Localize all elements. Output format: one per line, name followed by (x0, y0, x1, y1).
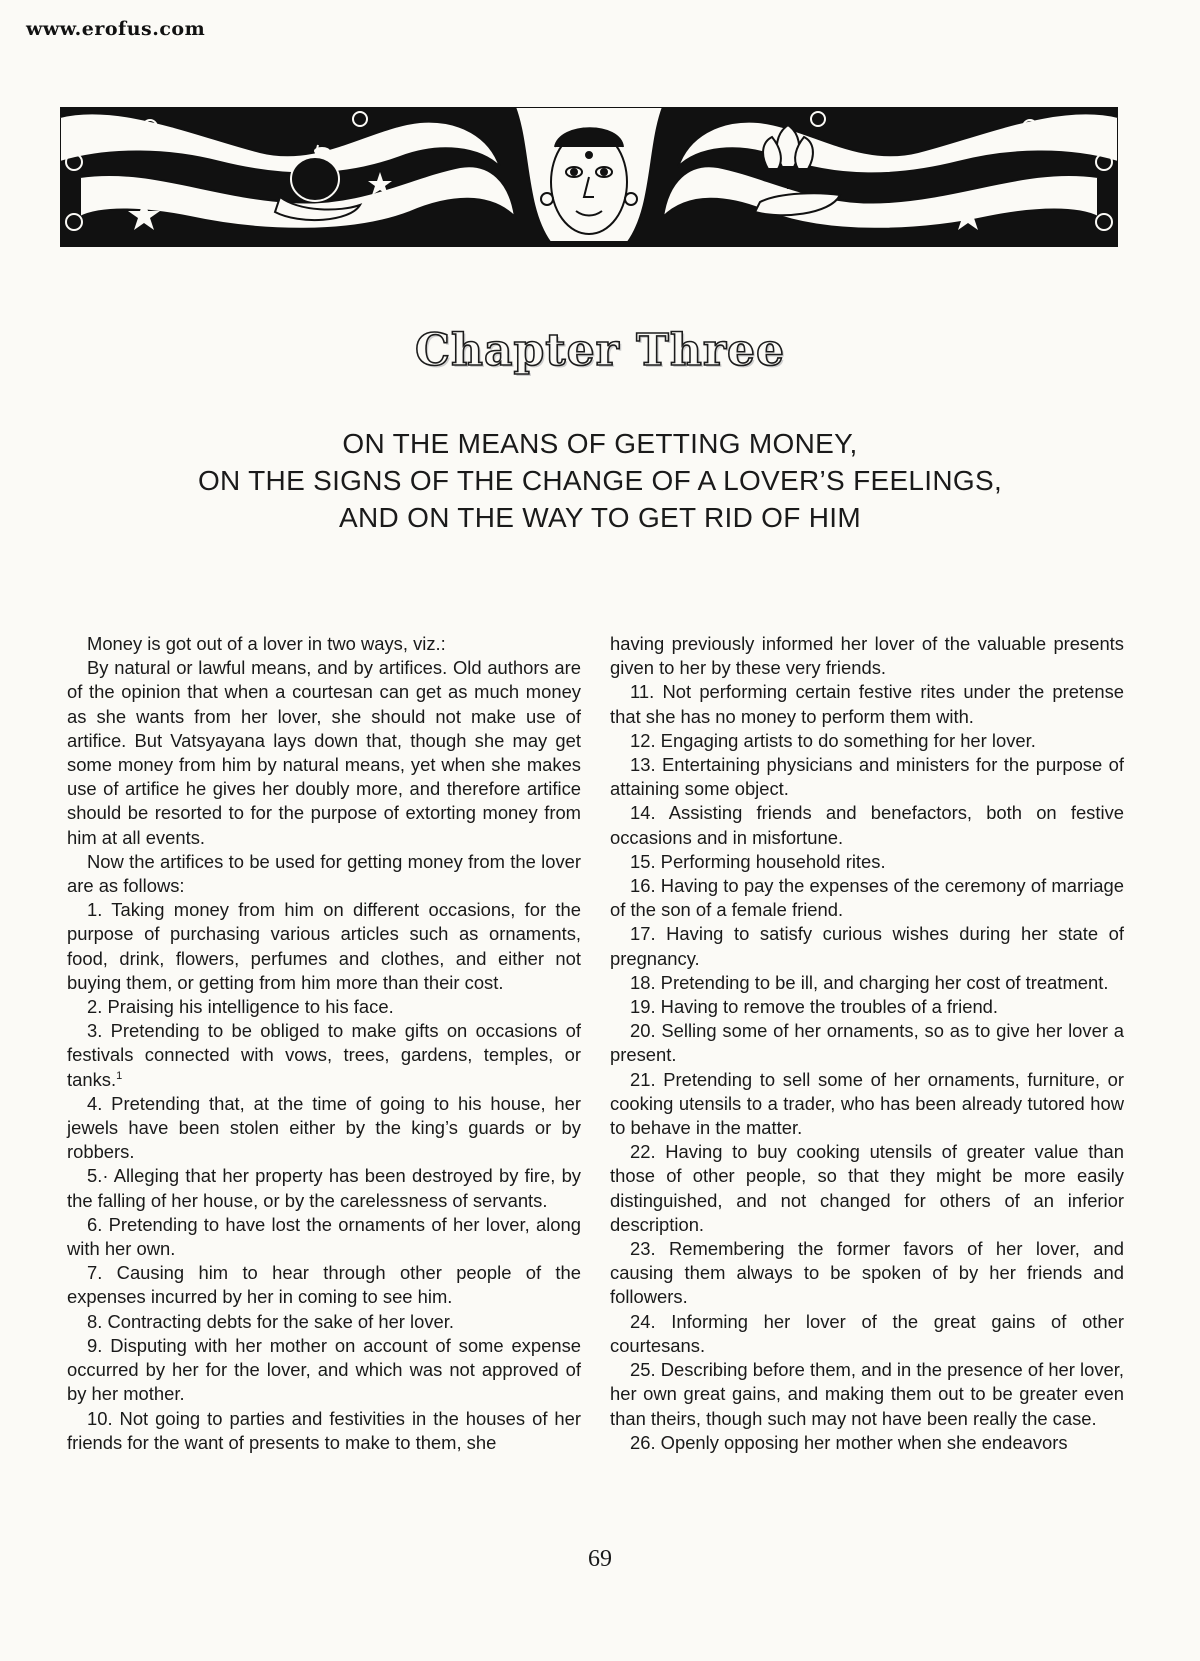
list-item: 7. Causing him to hear through other people of the expenses incurred by her in coming to see him. (67, 1262, 581, 1308)
page-number: 69 (588, 1546, 612, 1572)
list-item: 20. Selling some of her ornaments, so as to give her lover a present. (610, 1020, 1124, 1066)
list-item: 14. Assisting friends and benefactors, both on festive occasions and in misfortune. (610, 802, 1124, 848)
list-item: 5.· Alleging that her property has been destroyed by fire, by the falling of her house, or by the carelessness of servants. (67, 1165, 581, 1211)
subtitle-line: ON THE MEANS OF GETTING MONEY, (342, 428, 858, 459)
left-text-column (67, 632, 581, 1455)
subtitle-line: AND ON THE WAY TO GET RID OF HIM (339, 502, 861, 533)
list-item: 24. Informing her lover of the great gains of other courtesans. (610, 1310, 1124, 1356)
list-item: 21. Pretending to sell some of her ornaments, furniture, or cooking utensils to a trader, who has been already tutored how to behave in the matter. (610, 1068, 1124, 1139)
list-item: 22. Having to buy cooking utensils of greater value than those of other people, so that they might be more easily distinguished, and not changed for others of an inferior description. (610, 1141, 1124, 1235)
list-item: 4. Pretending that, at the time of going to his house, her jewels have been stolen either by the king’s guards or by robbers. (67, 1092, 581, 1163)
list-item: 13. Entertaining physicians and ministers for the purpose of attaining some object. (610, 754, 1124, 800)
list-item: 23. Remembering the former favors of her lover, and causing them always to be spoken of by her friends and followers. (610, 1238, 1124, 1308)
paragraph: Money is got out of a lover in two ways, viz.: (87, 633, 446, 654)
list-item: 1. Taking money from him on different occasions, for the purpose of purchasing various articles such as ornaments, food, drink, flowers, perfumes and clothes, and either not buying them, or getting from him more than their cost. (67, 899, 581, 993)
list-item: 11. Not performing certain festive rites under the pretense that she has no money to perform them with. (610, 681, 1124, 727)
list-item: 8. Contracting debts for the sake of her lover. (87, 1310, 454, 1332)
paragraph: Now the artifices to be used for getting money from the lover are as follows: (67, 850, 581, 897)
list-item: 19. Having to remove the troubles of a friend. (630, 996, 999, 1018)
list-item: 6. Pretending to have lost the ornaments of her lover, along with her own. (67, 1213, 581, 1260)
footnote-marker: 1 (116, 1069, 123, 1082)
paragraph: having previously informed her lover of the valuable presents given to her by these very friends. (610, 633, 1124, 679)
list-item-text: 3. Pretending to be obliged to make gifts on occasions of festivals connected with vows, trees, gardens, temples, or tanks. (67, 1020, 581, 1090)
list-item: 2. Praising his intelligence to his face. (87, 996, 394, 1018)
list-item: 9. Disputing with her mother on account of some expense occurred by her for the lover, and which was not approved of by her mother. (67, 1334, 581, 1405)
list-item: 12. Engaging artists to do something for her lover. (630, 729, 1036, 751)
subtitle-line: ON THE SIGNS OF THE CHANGE OF A LOVER’S FEELINGS, (197, 465, 1003, 496)
list-item (67, 1019, 581, 1092)
list-item: 26. Openly opposing her mother when she endeavors (630, 1431, 1068, 1453)
watermark: www.erofus.com (26, 18, 206, 40)
list-item: 15. Performing household rites. (630, 850, 886, 872)
list-item: 16. Having to pay the expenses of the ceremony of marriage of the son of a female friend. (610, 875, 1124, 921)
list-item: 25. Describing before them, and in the presence of her lover, her own great gains, and making them out to be greater even than theirs, though such may not have been really the case. (610, 1359, 1124, 1429)
ornamental-banner (60, 107, 1118, 247)
paragraph: By natural or lawful means, and by artifices. Old authors are of the opinion that when a courtesan can get as much money as she wants from her lover, she should not make use of artifice. But Vatsyayana lays down that, though she may get some money from him by natural means, yet when she makes use of artifice he gives her doubly more, and therefore artifice should be resorted to for the purpose of extorting money from him at all events. (67, 657, 581, 848)
right-text-column (610, 632, 1124, 1455)
chapter-subtitle (0, 425, 1200, 536)
list-item: 18. Pretending to be ill, and charging her cost of treatment. (630, 971, 1109, 993)
chapter-title: Chapter Three (414, 325, 785, 376)
list-item: 17. Having to satisfy curious wishes during her state of pregnancy. (610, 923, 1124, 969)
list-item: 10. Not going to parties and festivities in the houses of her friends for the want of presents to make to them, she (67, 1407, 581, 1453)
